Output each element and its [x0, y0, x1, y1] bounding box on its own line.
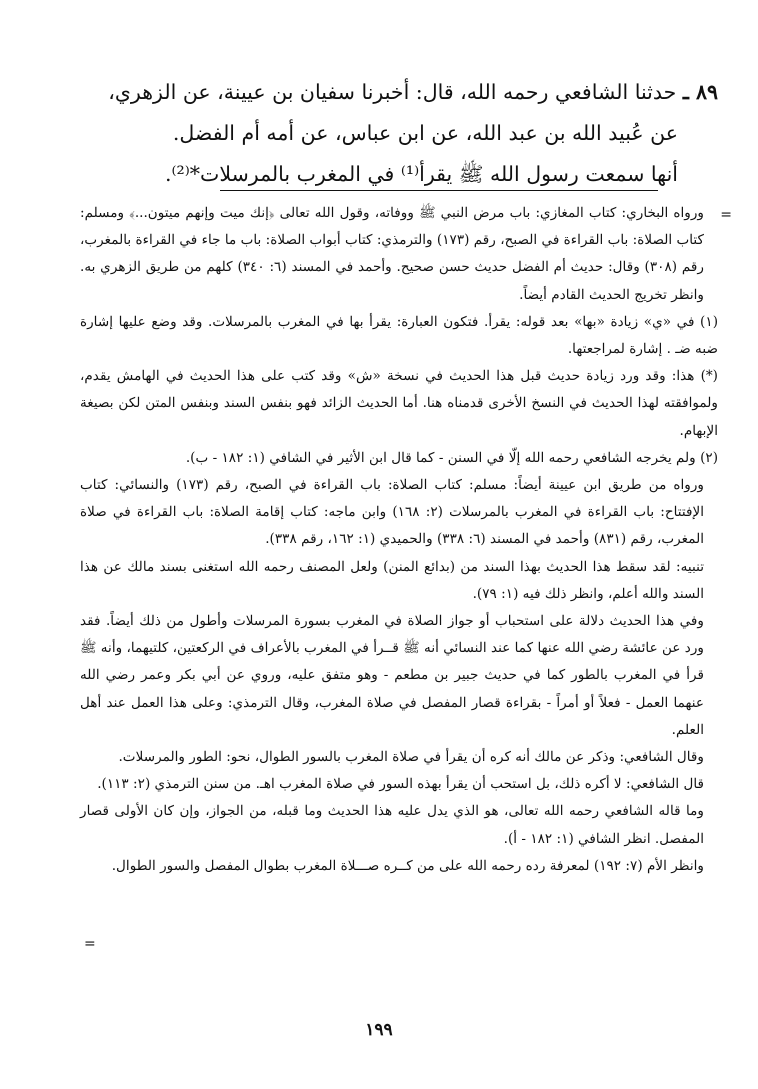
page-number: ١٩٩ — [365, 1020, 393, 1040]
footnote-2-notice: تنبيه: لقد سقط هذا الحديث بهذا السند من (بدائع المنن) ولعل المصنف رحمه الله استغنى بسند مالك عن هذا السند والله أعلم، وانظر ذلك فيه (١: ٧٩). — [80, 558, 704, 602]
continuation-mark-top: = — [720, 207, 732, 223]
continuation-mark-bottom: = — [84, 936, 96, 952]
hadith-number: ٨٩ ـ — [682, 80, 718, 104]
footnote-2-shafii-quote: وقال الشافعي: وذكر عن مالك أنه كره أن يقرأ في صلاة المغرب بالسور الطوال، نحو: الطور والمرسلات. — [118, 749, 704, 766]
footnotes — [80, 200, 718, 880]
footnote-continuation: ورواه البخاري: كتاب المغازي: باب مرض النبي ﷺ ووفاته، وقول الله تعالى ﴿إنك ميت وإنهم ميتون...﴾ ومسلم: كتاب الصلاة: باب القراءة في الصبح، رقم (١٧٣) والترمذي: كتاب أبواب الصلاة: باب ما جاء في القراءة بالمغرب، رقم (٣٠٨) وقال: حديث أم الفضل حديث حسن صحيح. وأحمد في المسند (٦: ٣٤٠) كلهم من طريق الزهري به. وانظر تخريج الحديث القادم أيضاً. — [80, 205, 705, 303]
footnote-2-umm-reference: وانظر الأم (٧: ١٩٢) لمعرفة رده رحمه الله على من كــره صـــلاة المغرب بطوال المفصل والسور الطوال. — [111, 857, 704, 874]
hadith-line-1: حدثنا الشافعي رحمه الله، قال: أخبرنا سفيان بن عيينة، عن الزهري، — [108, 80, 677, 104]
hadith-block — [80, 72, 718, 195]
footnote-2-conclusion: وما قاله الشافعي رحمه الله تعالى، هو الذي يدل عليه هذا الحديث وما قبله، من الجواز، وإن كان الأولى قصار المفصل. انظر الشافي (١: ١٨٢ - أ). — [80, 803, 704, 847]
footnote-1: (١) في «ي» زيادة «بها» بعد قوله: يقرأ. فتكون العبارة: يقرأ بها في المغرب بالمرسلات. وقد وضع عليها إشارة ضبه ضـ . إشارة لمراجعتها. — [80, 313, 718, 358]
hadith-line-3: أنها سمعت رسول الله ﷺ يقرأ⁽¹⁾ في المغرب بالمرسلات*⁽²⁾. — [164, 162, 678, 186]
footnote-2-sources: ورواه من طريق ابن عيينة أيضاً: مسلم: كتاب الصلاة: باب القراءة في الصبح، رقم (١٧٣) والنسائي: كتاب الإفتتاح: باب القراءة في المغرب بالمرسلات (٢: ١٦٨) وابن ماجه: كتاب إقامة الصلاة: باب القراءة في صلاة المغرب، رقم (٨٣١) وأحمد في المسند (٦: ٣٣٨) والحميدي (١: ١٦٢، رقم ٣٣٨). — [80, 477, 704, 548]
footnote-star: (*) هذا: وقد ورد زيادة حديث قبل هذا الحديث في نسخة «ش» وقد كتب على هذا الحديث في الهامش يقدم، ولموافقته لهذا الحديث في النسخ الأخرى قدمناه هنا. أما الحديث الزائد فهو بنفس السند وبنفس المتن لكن بصيغة الإبهام. — [80, 368, 718, 439]
hadith-line-2: عن عُبيد الله بن عبد الله، عن ابن عباس، عن أمه أم الفضل. — [172, 121, 678, 145]
footnote-divider — [220, 190, 658, 191]
footnote-2-discussion: وفي هذا الحديث دلالة على استحباب أو جواز الصلاة في المغرب بسورة المرسلات وأطول من ذلك أيضاً. فقد ورد عن عائشة رضي الله عنها كما عند النسائي أنه ﷺ قــرأ في المغرب بالأعراف في الركعتين، كلتيهما، وأنه ﷺ قرأ في المغرب بالطور كما في حديث جبير بن مطعم - وهو متفق عليه، وروي عن أبي بكر وعمر رضي الله عنهما العمل - فعلاً أو أمراً - بقراءة قصار المفصل في صلاة المغرب، وقال الترمذي: وعلى هذا العمل عند أهل العلم. — [80, 613, 704, 738]
footnote-2-shafii-reply: قال الشافعي: لا أكره ذلك، بل استحب أن يقرأ بهذه السور في صلاة المغرب اهـ. من سنن الترمذي (٢: ١١٣). — [97, 776, 704, 793]
footnote-2: (٢) ولم يخرجه الشافعي رحمه الله إلّا في السنن - كما قال ابن الأثير في الشافي (١: ١٨٢ - ب). — [185, 449, 718, 466]
hadith-text — [80, 72, 718, 195]
